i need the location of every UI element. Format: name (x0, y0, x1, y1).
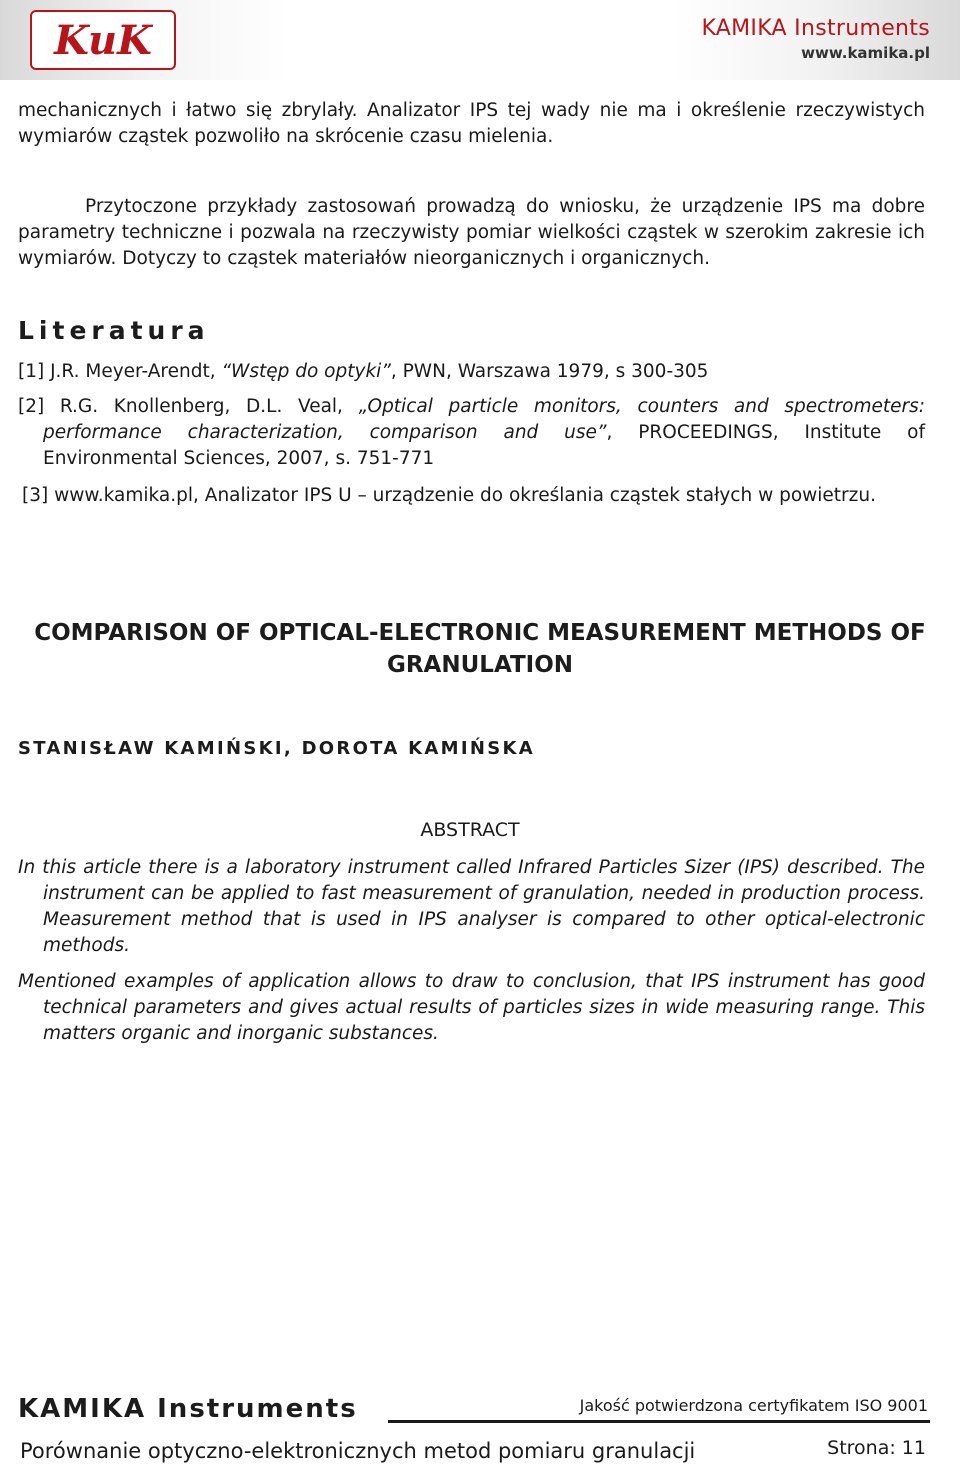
page-header (0, 0, 960, 80)
brand-name: KAMIKA Instruments (701, 16, 930, 41)
reference-3: [3] www.kamika.pl, Analizator IPS U – urządzenie do określania cząstek stałych w powietrzu. (22, 485, 876, 506)
kuk-logo-mark (32, 12, 174, 68)
reference-1-title: “Wstęp do optyki” (221, 361, 391, 382)
reference-2-title: „Optical particle monitors, counters and spectrometers: performance characterization, comparison and use” (43, 396, 925, 443)
english-title: COMPARISON OF OPTICAL-ELECTRONIC MEASUREMENT METHODS OF GRANULATION (34, 620, 926, 678)
footer-divider (388, 1420, 930, 1423)
footer-page-number: Strona: 11 (827, 1437, 926, 1459)
abstract-paragraph-2: Mentioned examples of application allows to draw to conclusion, that IPS instrument has good technical parameters and gives actual results of particles sizes in wide measuring range. This matters organic and inorganic substances. (18, 971, 925, 1044)
reference-1 (18, 359, 925, 385)
reference-2 (18, 394, 925, 472)
reference-1-prefix: [1] J.R. Meyer-Arendt, (18, 361, 222, 382)
reference-1-suffix: , PWN, Warszawa 1979, s 300-305 (390, 361, 709, 382)
body-paragraph-2: Przytoczone przykłady zastosowań prowadzą do wniosku, że urządzenie IPS ma dobre parametry techniczne i pozwala na rzeczywisty pomiar wielkości cząstek w szerokim zakresie ich wymiarów. Dotyczy to cząstek materiałów nieorganicznych i organicznych. (18, 196, 925, 269)
footer-company: KAMIKA Instruments (18, 1394, 358, 1424)
reference-2-suffix: , PROCEEDINGS, Institute of Environmental Sciences, 2007, s. 751-771 (43, 422, 925, 469)
literature-heading: Literatura (18, 316, 210, 345)
abstract-paragraph-1: In this article there is a laboratory instrument called Infrared Particles Sizer (IPS) described. The instrument can be applied to fast measurement of granulation, needed in production process. Measurement method that is used in IPS analyser is compared to other optical-electronic methods. (18, 857, 925, 956)
body-paragraph-1: mechanicznych i łatwo się zbrylały. Analizator IPS tej wady nie ma i określenie rzeczywistych wymiarów cząstek pozwoliło na skrócenie czasu mielenia. (18, 100, 925, 147)
footer-document-title: Porównanie optyczno-elektronicznych metod pomiaru granulacji (20, 1439, 696, 1463)
logo-text: KuK (54, 17, 152, 64)
kuk-logo (30, 10, 176, 70)
brand-url: www.kamika.pl (801, 44, 930, 62)
abstract-label: ABSTRACT (420, 819, 520, 841)
authors: STANISŁAW KAMIŃSKI, DOROTA KAMIŃSKA (18, 738, 535, 759)
reference-2-prefix: [2] R.G. Knollenberg, D.L. Veal, (18, 396, 359, 417)
footer-iso-note: Jakość potwierdzona certyfikatem ISO 9001 (579, 1396, 928, 1415)
